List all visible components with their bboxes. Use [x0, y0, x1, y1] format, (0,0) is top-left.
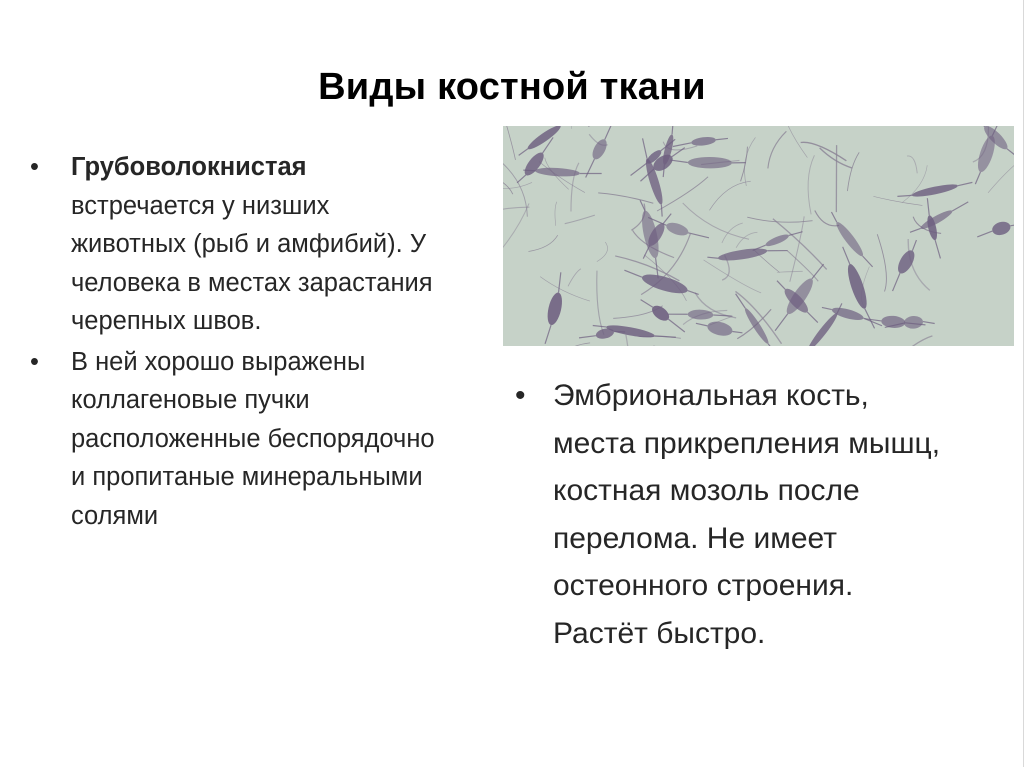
fiber: [747, 217, 812, 222]
fiber: [815, 211, 839, 226]
left-bullet-list: [30, 148, 450, 537]
bullet-icon: •: [515, 379, 526, 412]
fiber: [568, 269, 581, 286]
fiber: [808, 155, 814, 214]
fiber: [503, 178, 513, 194]
cell-body: [919, 208, 954, 232]
cell: [516, 126, 576, 159]
bullet-item: [30, 148, 450, 341]
cell-body: [805, 311, 840, 346]
cell-body: [706, 319, 734, 338]
right-bullet-list: [515, 372, 955, 657]
bullet-lead-text: Грубоволокнистая: [71, 153, 307, 181]
cell-body: [649, 303, 671, 324]
fiber: [597, 242, 608, 262]
fiber: [741, 147, 748, 182]
bullet-text: В ней хорошо выражены коллагеновые пучки расположенные беспорядочно и пропитаные минеральными солями: [71, 347, 435, 530]
cell-body: [833, 220, 866, 259]
cell: [694, 317, 743, 340]
fiber: [768, 131, 787, 168]
fiber: [528, 235, 557, 251]
cell: [826, 210, 875, 270]
fiber: [777, 271, 803, 272]
cell: [580, 126, 619, 180]
fiber: [503, 126, 515, 160]
fiber: [736, 232, 757, 247]
cell-body: [764, 232, 790, 248]
fiber: [877, 234, 886, 291]
cell-body: [831, 305, 865, 322]
cell: [637, 138, 669, 217]
cell: [975, 216, 1014, 241]
fiber: [891, 336, 932, 346]
cell-body: [911, 182, 959, 199]
cell-body: [881, 315, 906, 329]
fiber: [709, 181, 750, 210]
cell: [622, 265, 701, 300]
fiber: [626, 335, 630, 346]
fiber: [555, 202, 557, 226]
cell-body: [742, 306, 771, 345]
cell: [670, 157, 745, 169]
cell: [635, 142, 688, 184]
cell-body: [688, 157, 732, 169]
cell-body: [525, 126, 562, 152]
bullet-icon: •: [30, 153, 39, 181]
cell-body: [665, 220, 690, 238]
fiber: [565, 215, 595, 224]
micrograph-image: [503, 126, 1014, 346]
fiber: [539, 162, 585, 193]
cell: [773, 277, 822, 327]
fiber: [907, 156, 917, 173]
cell-body: [545, 291, 565, 326]
cell: [897, 179, 973, 202]
bullet-icon: •: [30, 347, 39, 376]
fiber: [902, 165, 927, 202]
cell-process: [736, 293, 778, 346]
fiber: [570, 126, 573, 129]
fiber: [722, 223, 743, 243]
bullet-text: встречается у низших животных (рыб и амфибий). У человека в местах зарастания черепных швов.: [71, 191, 433, 335]
cell: [638, 294, 688, 336]
fiber: [503, 182, 532, 188]
fiber: [873, 196, 922, 205]
fiber: [598, 193, 653, 203]
cell: [672, 134, 728, 149]
cell-body: [590, 137, 610, 162]
fiber: [657, 177, 708, 211]
fiber: [847, 152, 859, 191]
fiber: [704, 260, 761, 293]
micrograph-drawing: [503, 126, 1014, 346]
fiber: [503, 207, 529, 223]
cell-body: [691, 136, 717, 147]
cell-body: [991, 220, 1012, 238]
fiber: [540, 277, 590, 301]
fiber: [503, 203, 529, 268]
cell-body: [904, 315, 924, 329]
bullet-item: [515, 372, 955, 657]
fiber: [988, 153, 1014, 193]
bullet-item: [30, 343, 450, 536]
cell-body: [535, 167, 580, 178]
cell: [733, 292, 780, 346]
slide-title: Виды костной ткани: [318, 66, 706, 108]
cell: [707, 243, 788, 264]
bullet-text: Эмбриональная кость, места прикрепления мышц, костная мозоль после перелома. Не имеет остеонного строения. Растёт быстро.: [553, 379, 941, 650]
fiber: [558, 343, 590, 346]
fiber: [597, 271, 604, 335]
cell: [540, 271, 569, 345]
cell-body: [717, 246, 768, 263]
cell: [885, 238, 923, 293]
cell-body: [844, 262, 870, 310]
